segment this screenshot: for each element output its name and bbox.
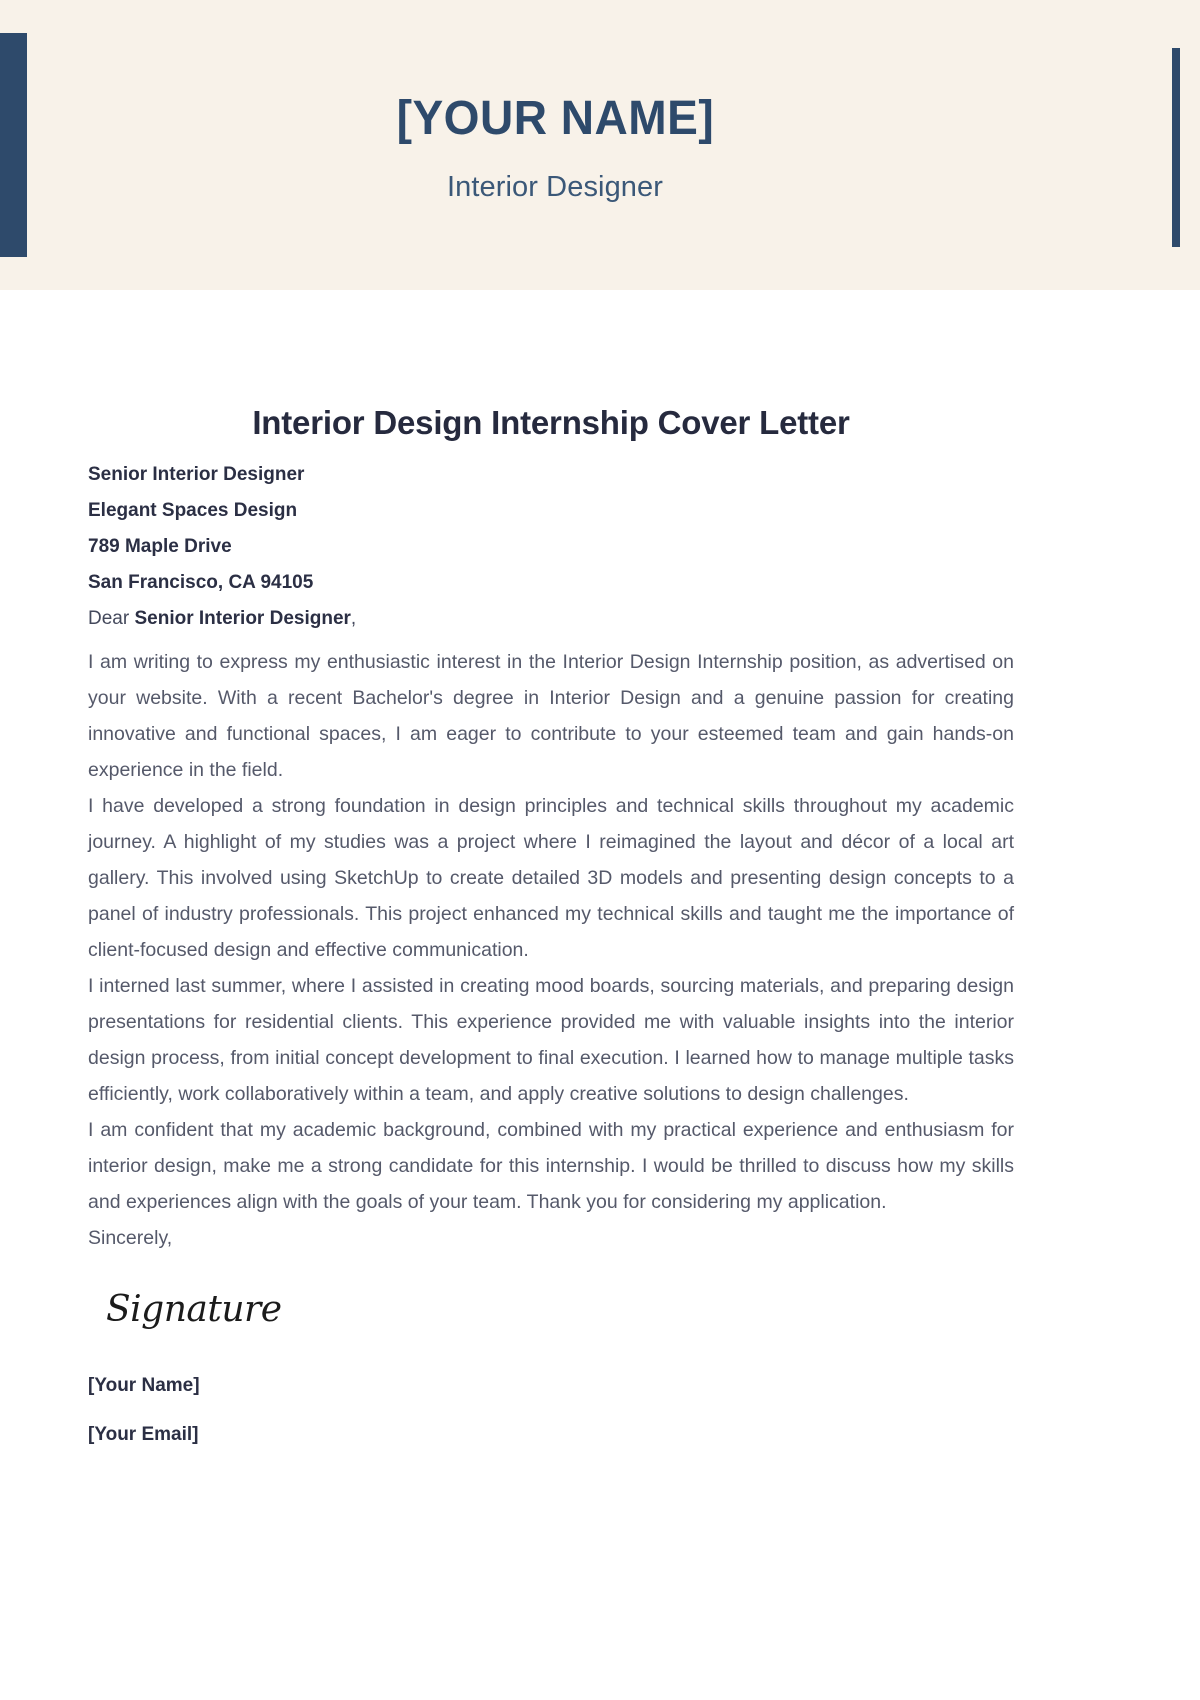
recipient-line: Senior Interior Designer: [88, 463, 305, 485]
page-title: Interior Design Internship Cover Letter: [252, 404, 850, 441]
signoff-name: [Your Name]: [88, 1374, 200, 1396]
body-paragraph: I am confident that my academic background, combined with my practical experience and enthusiasm for interior design, make me a strong candidate for this internship. I would be thrilled to discuss how my skills and experiences align with the goals of your team. Thank you for considering my application.: [88, 1118, 1014, 1213]
letterhead-header: [0, 0, 1200, 290]
body-paragraph: I am writing to express my enthusiastic interest in the Interior Design Internship position, as advertised on your website. With a recent Bachelor's degree in Interior Design and a genuine passion for creating innovative and functional spaces, I am eager to contribute to your esteemed team and gain hands-on experience in the field.: [88, 650, 1014, 781]
salutation-suffix: ,: [350, 607, 357, 629]
salutation-recipient-name: Senior Interior Designer: [134, 607, 351, 629]
signature-image: Signature: [106, 1288, 282, 1330]
body-paragraph: I interned last summer, where I assisted in creating mood boards, sourcing materials, and preparing design presentations for residential clients. This experience provided me with valuable insights into the interior design process, from initial concept development to final execution. I learned how to manage multiple tasks efficiently, work collaboratively within a team, and apply creative solutions to design challenges.: [88, 974, 1014, 1105]
signoff-email: [Your Email]: [88, 1423, 199, 1445]
recipient-line: Elegant Spaces Design: [88, 499, 298, 521]
salutation: [88, 609, 1014, 628]
person-name: [YOUR NAME]: [396, 91, 714, 145]
recipient-address-block: [88, 465, 1014, 592]
letterhead-identity: [0, 0, 1110, 290]
person-role: Interior Designer: [446, 170, 664, 203]
body-paragraph: I have developed a strong foundation in design principles and technical skills throughout my academic journey. A highlight of my studies was a project where I reimagined the layout and décor of a local art gallery. This involved using SketchUp to create detailed 3D models and presenting design concepts to a panel of industry professionals. This project enhanced my technical skills and taught me the importance of client-focused design and effective communication.: [88, 794, 1014, 961]
recipient-line: San Francisco, CA 94105: [88, 571, 314, 593]
recipient-line: 789 Maple Drive: [88, 535, 232, 557]
accent-bar-right: [1172, 48, 1180, 247]
salutation-prefix: Dear: [88, 607, 135, 629]
letter-body: [88, 290, 1014, 1474]
closing-line: Sincerely,: [88, 1226, 173, 1249]
signoff-block: [88, 1328, 1014, 1444]
